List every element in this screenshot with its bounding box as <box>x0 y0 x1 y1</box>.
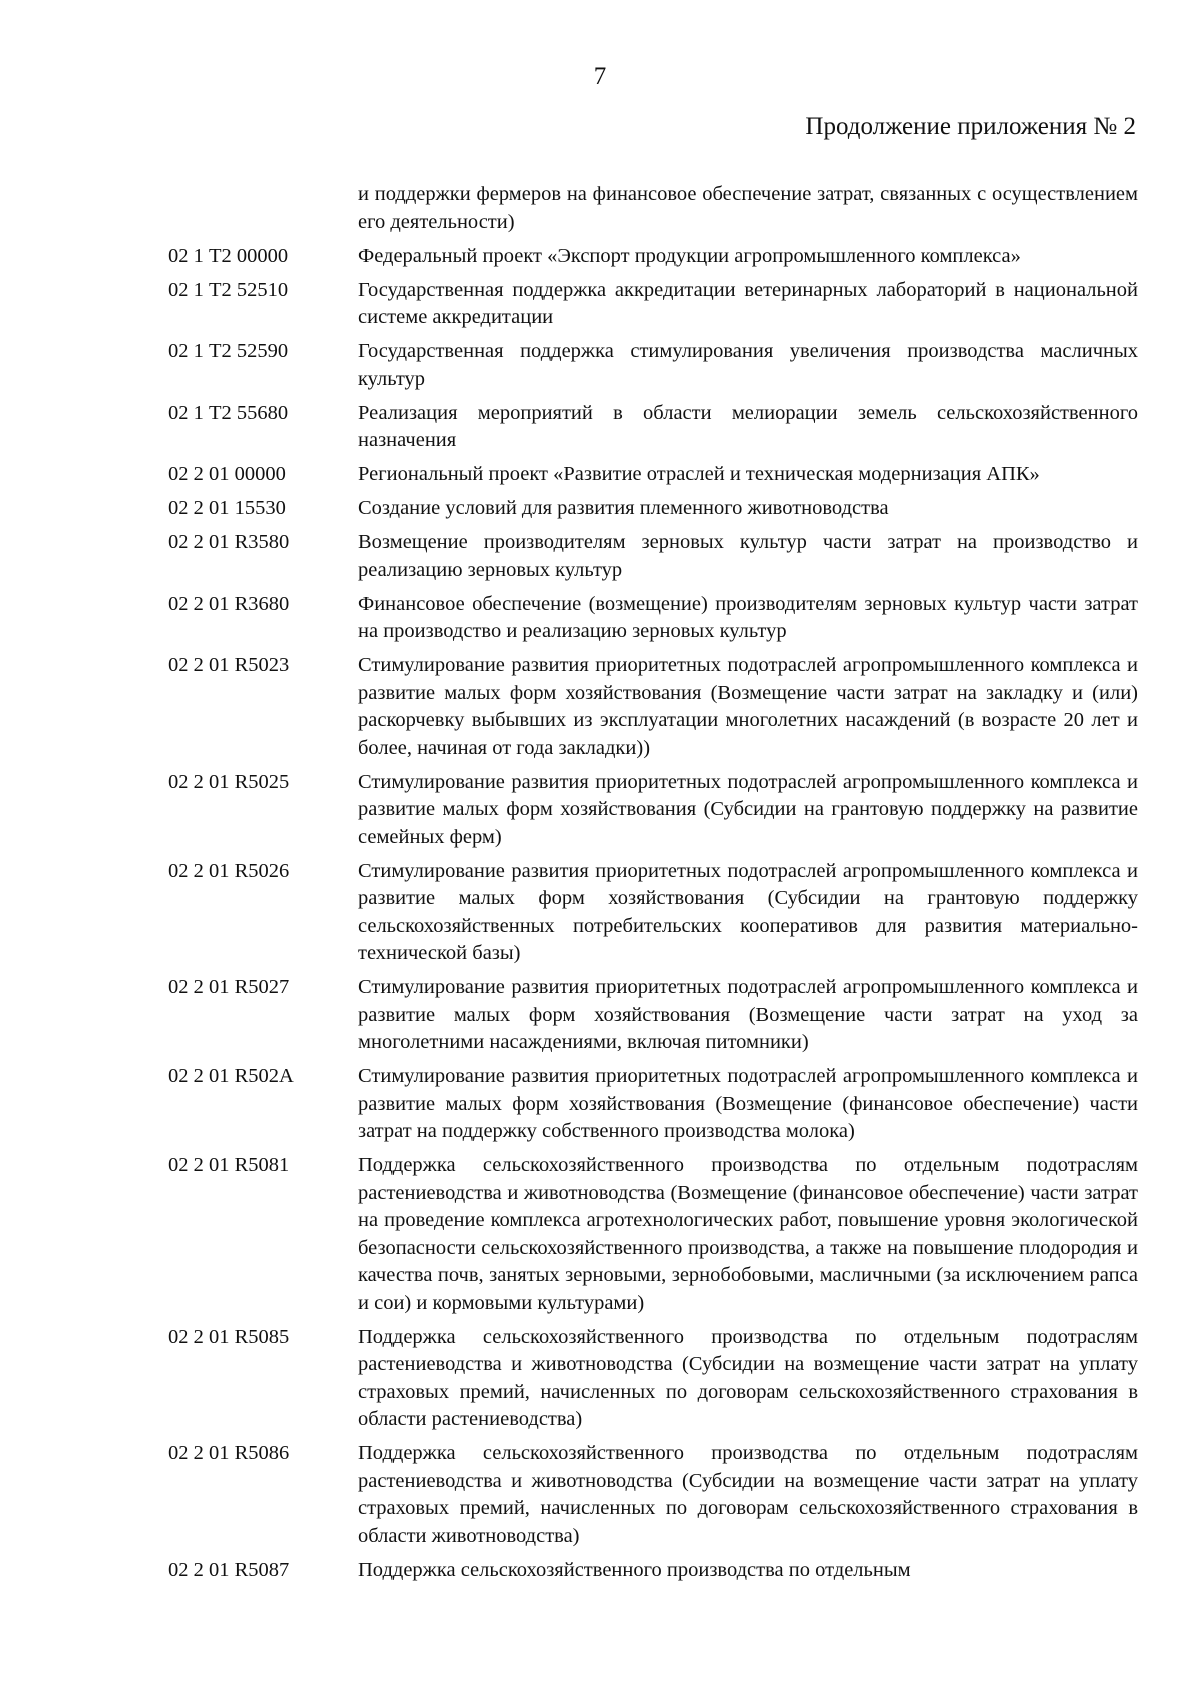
entry-code: 02 2 01 R5027 <box>168 976 290 998</box>
entry-code: 02 2 01 R5087 <box>168 1558 290 1581</box>
entry-text: Государственная поддержка стимулирования увеличения производства масличных культур <box>358 340 1138 390</box>
list-item <box>168 1324 1138 1434</box>
list-item <box>168 652 1138 762</box>
entry-text: Поддержка сельскохозяйственного производства по отдельным подотраслям растениеводства и животноводства (Субсидии на возмещение части затрат на уплату страховых премий, начисленных по договорам сельскохозяйственного страхования в области растениеводства) <box>358 1325 1138 1430</box>
entry-text: Государственная поддержка аккредитации ветеринарных лабораторий в национальной системе аккредитации <box>358 278 1138 328</box>
page-number: 7 <box>593 63 607 90</box>
list-item <box>168 591 1138 646</box>
entry-code: 02 1 Т2 55680 <box>168 401 289 424</box>
entry-code: 02 1 Т2 52510 <box>168 278 289 301</box>
entry-code: 02 2 01 R5025 <box>168 770 290 793</box>
entry-code: 02 2 01 R5081 <box>168 1154 290 1176</box>
list-item <box>168 277 1138 332</box>
entry-code: 02 2 01 R5023 <box>168 654 290 676</box>
entry-code: 02 2 01 R502A <box>168 1065 294 1087</box>
entry-code: 02 1 Т2 00000 <box>168 244 289 267</box>
entry-code: 02 2 01 R5086 <box>168 1442 290 1464</box>
entry-code: 02 2 01 00000 <box>168 463 286 485</box>
list-item <box>168 495 1138 523</box>
list-item <box>168 243 1138 271</box>
list-item <box>168 529 1138 584</box>
entry-code: 02 1 Т2 52590 <box>168 340 289 362</box>
list-item <box>168 974 1138 1057</box>
entry-code: 02 2 01 R5085 <box>168 1325 290 1348</box>
list-item <box>168 858 1138 968</box>
list-item <box>168 1063 1138 1146</box>
list-item <box>168 338 1138 393</box>
entry-text: Создание условий для развития племенного животноводства <box>358 497 889 519</box>
entry-text: Поддержка сельскохозяйственного производства по отдельным подотраслям растениеводства и животноводства (Возмещение (финансовое обеспечение) части затрат на проведение комплекса агротехнологических работ, повышение уровня экологической безопасности сельскохозяйственного производства, а также на повышение плодородия и качества почв, занятых зерновыми, зернобобовыми, масличными (за исключением рапса и сои) и кормовыми культурами) <box>358 1154 1138 1314</box>
entry-text: Стимулирование развития приоритетных подотраслей агропромышленного комплекса и развитие малых форм хозяйствования (Субсидии на грантовую поддержку на развитие семейных ферм) <box>358 770 1138 848</box>
entry-text: Стимулирование развития приоритетных подотраслей агропромышленного комплекса и развитие малых форм хозяйствования (Субсидии на грантовую поддержку сельскохозяйственных потребительских кооперативов для развития материально-технической базы) <box>358 859 1138 964</box>
list-item <box>168 400 1138 455</box>
entry-text: Стимулирование развития приоритетных подотраслей агропромышленного комплекса и развитие малых форм хозяйствования (Возмещение (финансовое обеспечение) части затрат на поддержку собственного производства молока) <box>358 1065 1138 1142</box>
entry-text: Региональный проект «Развитие отраслей и техническая модернизация АПК» <box>358 463 1040 485</box>
entry-text: Стимулирование развития приоритетных подотраслей агропромышленного комплекса и развитие малых форм хозяйствования (Возмещение части затрат на закладку и (или) раскорчевку выбывших из эксплуатации многолетних насаждений (в возрасте 20 лет и более, начиная от года закладки)) <box>358 654 1138 759</box>
entry-text: Поддержка сельскохозяйственного производства по отдельным <box>358 1558 911 1581</box>
entry-code: 02 2 01 R3680 <box>168 592 290 615</box>
code-list <box>168 181 1138 1591</box>
entry-text: Федеральный проект «Экспорт продукции агропромышленного комплекса» <box>358 244 1021 267</box>
entry-code: 02 2 01 R5026 <box>168 859 290 882</box>
list-item <box>168 1152 1138 1317</box>
entry-code: 02 2 01 15530 <box>168 497 286 519</box>
list-item <box>168 181 1138 236</box>
list-item <box>168 461 1138 489</box>
entry-text: Возмещение производителям зерновых культур части затрат на производство и реализацию зерновых культур <box>358 531 1138 581</box>
entry-text: и поддержки фермеров на финансовое обеспечение затрат, связанных с осуществлением его деятельности) <box>358 183 1138 233</box>
entry-text: Реализация мероприятий в области мелиорации земель сельскохозяйственного назначения <box>358 401 1138 451</box>
entry-text: Финансовое обеспечение (возмещение) производителям зерновых культур части затрат на производство и реализацию зерновых культур <box>358 592 1138 642</box>
entry-code: 02 2 01 R3580 <box>168 531 290 553</box>
entry-text: Поддержка сельскохозяйственного производства по отдельным подотраслям растениеводства и животноводства (Субсидии на возмещение части затрат на уплату страховых премий, начисленных по договорам сельскохозяйственного страхования в области животноводства) <box>358 1442 1138 1547</box>
list-item <box>168 769 1138 852</box>
list-item <box>168 1557 1138 1585</box>
entry-text: Стимулирование развития приоритетных подотраслей агропромышленного комплекса и развитие малых форм хозяйствования (Возмещение части затрат на уход за многолетними насаждениями, включая питомники) <box>358 976 1138 1053</box>
appendix-continuation-heading: Продолжение приложения № 2 <box>805 113 1136 140</box>
list-item <box>168 1440 1138 1550</box>
